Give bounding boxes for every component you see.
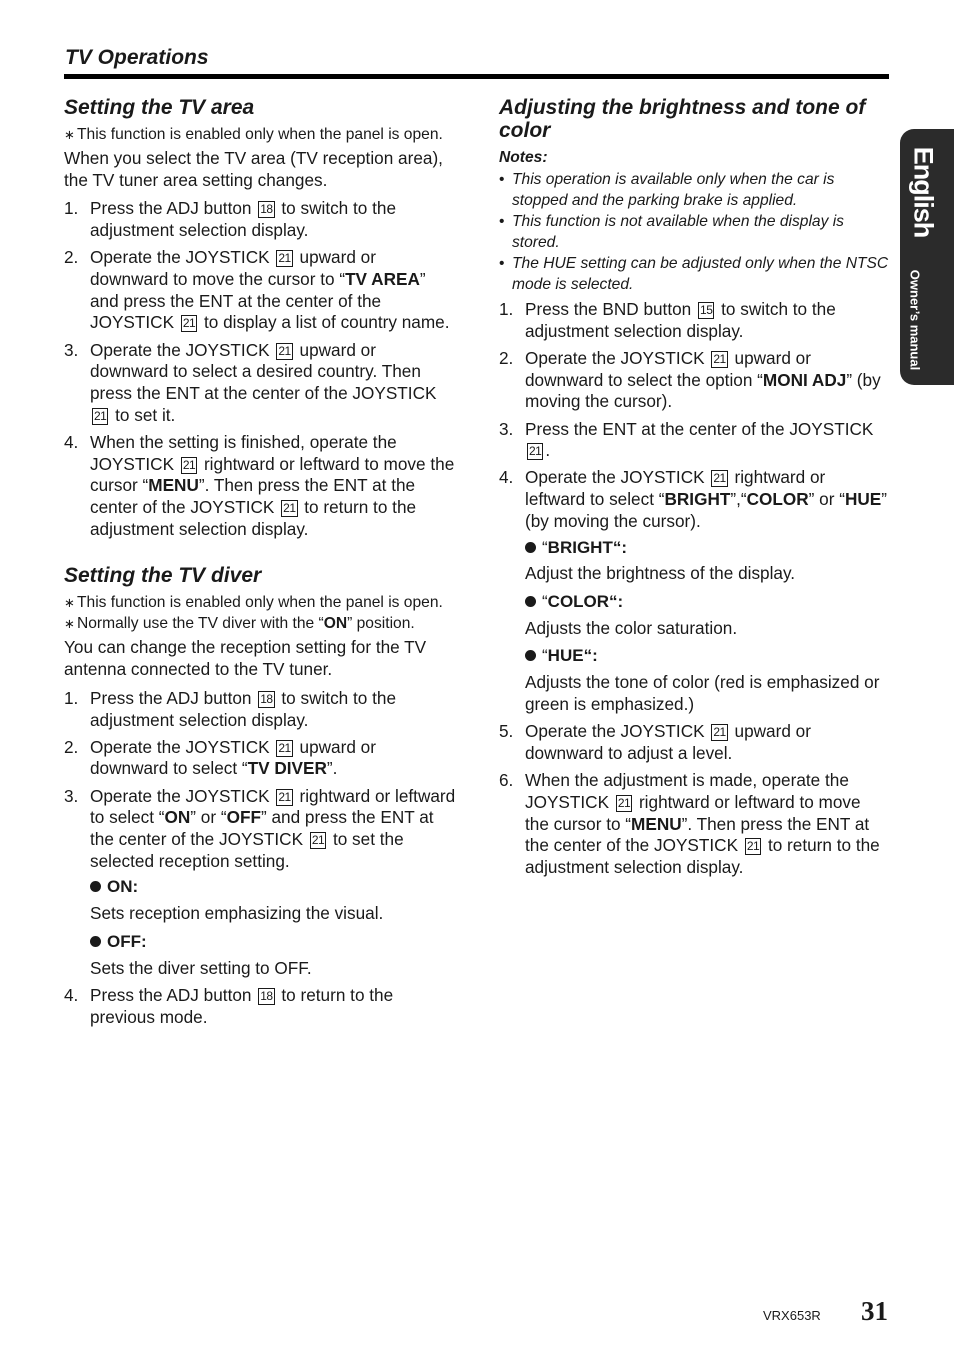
key-21-icon: 21	[182, 457, 196, 472]
tv-diver-intro: You can change the reception setting for the TV antenna connected to the TV tuner.	[64, 637, 427, 680]
list-item: 1. Press the ADJ button 18 to switch to the adjustment selection display.	[64, 687, 397, 730]
list-item: 3. Operate the JOYSTICK 21 rightward or leftward to select “ON” or “OFF” and press the ENT at the center of the JOYSTICK 21 to set the selected reception setting. ON: Sets reception emphasizing the visual. OFF: Sets the diver setting to OFF.	[64, 785, 456, 978]
key-21-icon: 21	[278, 740, 291, 755]
key-18-icon: 18	[260, 989, 273, 1004]
list-item: 1. Press the BND button 15 to switch to the adjustment selection display.	[499, 299, 836, 341]
key-21-icon: 21	[182, 316, 196, 331]
key-21-icon: 21	[94, 408, 107, 423]
hue-option-title: “HUE“:	[525, 645, 889, 667]
manual-label: Owner’s manual	[907, 269, 923, 371]
key-18-icon: 18	[260, 691, 273, 706]
key-21-icon: 21	[617, 796, 631, 811]
off-option-title: OFF:	[90, 931, 456, 953]
bullet-icon	[90, 881, 101, 892]
color-option-desc: Adjusts the color saturation.	[525, 617, 738, 638]
tv-diver-note: ∗ Normally use the TV diver with the “ON” position.	[64, 615, 415, 633]
list-item: 6. When the adjustment is made, operate the JOYSTICK 21 rightward or leftward to move the cursor to “MENU”. Then press the ENT at the center of the JOYSTICK 21 to return to the adjustment selection display.	[499, 770, 880, 878]
language-label: English	[908, 146, 939, 238]
tv-diver-heading: Setting the TV diver	[64, 564, 262, 588]
key-21-icon: 21	[278, 251, 291, 266]
bullet-icon	[525, 542, 536, 553]
hue-option-desc: Adjusts the tone of color (red is emphasized or green is emphasized.)	[525, 672, 880, 714]
key-21-icon: 21	[713, 725, 726, 740]
bullet-icon	[525, 650, 536, 661]
tv-area-heading: Setting the TV area	[64, 96, 255, 119]
brightness-note: • This function is not available when the display is stored.	[499, 213, 844, 251]
brightness-note: • This operation is available only when the car is stopped and the parking brake is applied.	[499, 171, 835, 209]
key-21-icon: 21	[311, 833, 325, 848]
brightness-steps	[499, 299, 889, 879]
bright-option-title: “BRIGHT“:	[525, 537, 889, 559]
brightness-note: • The HUE setting can be adjusted only when the NTSC mode is selected.	[499, 255, 889, 293]
list-item: 2. Operate the JOYSTICK 21 upward or downward to select the option “MONI ADJ” (by moving the cursor).	[499, 347, 881, 412]
bright-option-desc: Adjust the brightness of the display.	[525, 563, 796, 584]
tv-diver-note: ∗ This function is enabled only when the panel is open.	[64, 594, 443, 612]
key-21-icon: 21	[278, 343, 291, 358]
tv-area-steps	[64, 198, 456, 540]
right-column	[499, 96, 889, 884]
list-item: 3. Operate the JOYSTICK 21 upward or downward to select a desired country. Then press the ENT at the center of the JOYSTICK 21 to set it.	[64, 339, 437, 425]
key-21-icon: 21	[713, 471, 726, 486]
key-21-icon: 21	[283, 501, 296, 516]
off-option-desc: Sets the diver setting to OFF.	[90, 957, 312, 978]
key-21-icon: 21	[529, 444, 542, 459]
key-21-icon: 21	[746, 839, 760, 854]
list-item: 3. Press the ENT at the center of the JOYSTICK 21 .	[499, 418, 874, 461]
model-number: VRX653R	[763, 1308, 821, 1323]
tv-diver-steps	[64, 688, 456, 1029]
on-option-desc: Sets reception emphasizing the visual.	[90, 903, 384, 924]
notes-title: Notes:	[499, 149, 548, 166]
key-21-icon: 21	[713, 351, 726, 366]
tv-area-note: ∗ This function is enabled only when the panel is open.	[64, 126, 443, 143]
header-rule	[64, 74, 889, 79]
key-21-icon: 21	[278, 789, 291, 804]
key-15-icon: 15	[700, 303, 713, 317]
list-item: 4. When the setting is finished, operate the JOYSTICK 21 rightward or leftward to move the cursor “MENU”. Then press the ENT at the center of the JOYSTICK 21 to return to the adjustment selection display.	[64, 431, 455, 539]
list-item: 5. Operate the JOYSTICK 21 upward or downward to adjust a level.	[499, 721, 811, 764]
bullet-icon	[90, 936, 101, 947]
list-item: 1. Press the ADJ button 18 to switch to the adjustment selection display.	[64, 198, 397, 241]
list-item: 2. Operate the JOYSTICK 21 upward or downward to move the cursor to “TV AREA” and press the ENT at the center of the JOYSTICK 21 to display a list of country name.	[64, 247, 450, 333]
section-header: TV Operations	[65, 46, 209, 69]
list-item: 4. Press the ADJ button 18 to return to the previous mode.	[64, 985, 394, 1027]
page-number: 31	[861, 1296, 888, 1326]
key-18-icon: 18	[260, 202, 273, 217]
bullet-icon	[525, 596, 536, 607]
left-column	[64, 96, 456, 1034]
on-option-title: ON:	[90, 876, 456, 898]
brightness-heading: Adjusting the brightness and tone of color	[499, 96, 866, 142]
color-option-title: “COLOR“:	[525, 591, 889, 613]
tv-area-intro: When you select the TV area (TV reception area), the TV tuner area setting changes.	[64, 148, 443, 190]
list-item: 4. Operate the JOYSTICK 21 rightward or leftward to select “BRIGHT”,“COLOR” or “HUE” (by moving the cursor). “BRIGHT“: Adjust the brightness of the display. “COLOR“: Adjusts the color saturation. “HUE“: Adjusts the tone of color (red is emphasized or green is emphasized.)	[499, 467, 889, 715]
list-item: 2. Operate the JOYSTICK 21 upward or downward to select “TV DIVER”.	[64, 736, 376, 779]
